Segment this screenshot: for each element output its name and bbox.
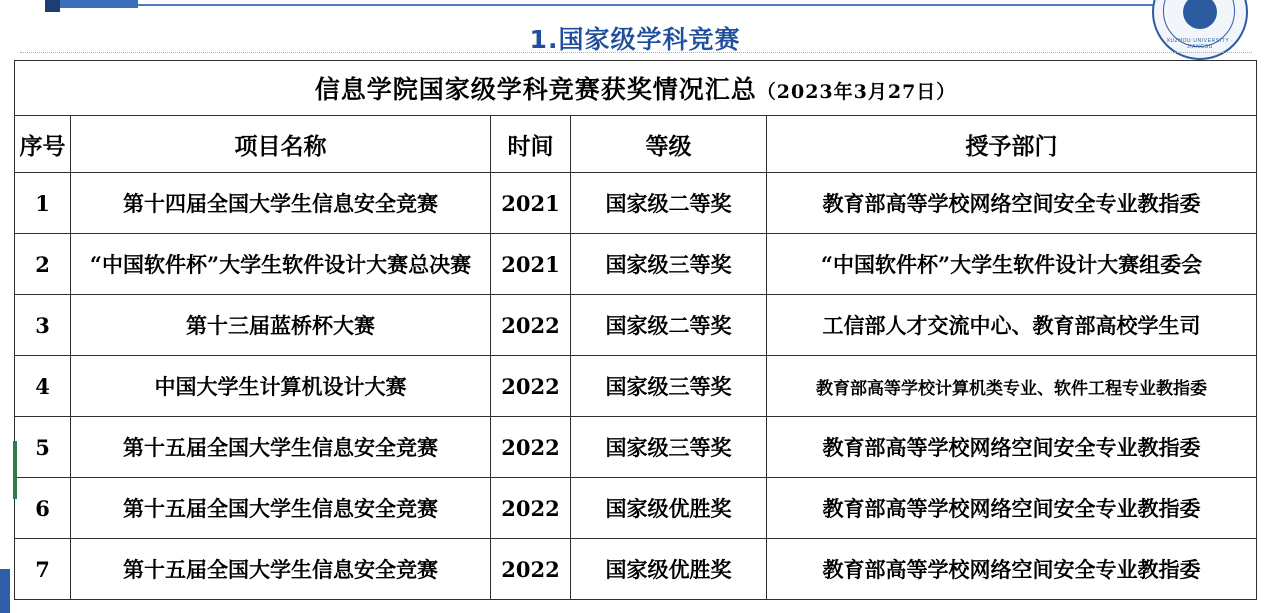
- cell-no: 1: [15, 173, 71, 234]
- cell-name: 第十五届全国大学生信息安全竞赛: [71, 417, 491, 478]
- band-segment-dark: [45, 0, 60, 12]
- cell-no: 2: [15, 234, 71, 295]
- cell-dept: 教育部高等学校网络空间安全专业教指委: [767, 173, 1257, 234]
- cell-time: 2022: [491, 295, 571, 356]
- cell-level: 国家级二等奖: [571, 295, 767, 356]
- left-edge-accent: [0, 569, 10, 613]
- cell-dept: “中国软件杯”大学生软件设计大赛组委会: [767, 234, 1257, 295]
- table-row: [15, 173, 1257, 234]
- table-row: [15, 539, 1257, 600]
- table-title-text: 信息学院国家级学科竞赛获奖情况汇总: [314, 75, 757, 104]
- table-header-row: [15, 116, 1257, 173]
- cell-level: 国家级优胜奖: [571, 539, 767, 600]
- table-title-date: （2023年3月27日）: [756, 81, 957, 103]
- table-row: [15, 234, 1257, 295]
- table-row: [15, 356, 1257, 417]
- cell-level: 国家级二等奖: [571, 173, 767, 234]
- cell-time: 2022: [491, 417, 571, 478]
- cell-time: 2021: [491, 173, 571, 234]
- page-title: 1.国家级学科竞赛: [529, 25, 741, 54]
- cell-no: 7: [15, 539, 71, 600]
- cell-level: 国家级三等奖: [571, 417, 767, 478]
- table-row: [15, 478, 1257, 539]
- cell-time: 2021: [491, 234, 571, 295]
- cell-no: 3: [15, 295, 71, 356]
- award-table-body: [15, 61, 1257, 600]
- cell-level: 国家级三等奖: [571, 234, 767, 295]
- table-row: [15, 417, 1257, 478]
- cell-name: 中国大学生计算机设计大赛: [71, 356, 491, 417]
- top-decoration-band: [0, 0, 1270, 12]
- column-header-no: 序号: [15, 116, 71, 173]
- seal-label: XUZHOU UNIVERSITY · JIANGSU: [1166, 38, 1234, 50]
- cell-time: 2022: [491, 478, 571, 539]
- cell-name: 第十三届蓝桥杯大赛: [71, 295, 491, 356]
- cell-name: “中国软件杯”大学生软件设计大赛总决赛: [71, 234, 491, 295]
- cell-no: 6: [15, 478, 71, 539]
- band-segment-blue: [60, 0, 138, 8]
- cell-name: 第十四届全国大学生信息安全竞赛: [71, 173, 491, 234]
- cell-level: 国家级优胜奖: [571, 478, 767, 539]
- table-title-cell: [15, 61, 1257, 116]
- column-header-dept: 授予部门: [767, 116, 1257, 173]
- row-selection-marker: [13, 441, 17, 499]
- cell-name: 第十五届全国大学生信息安全竞赛: [71, 478, 491, 539]
- cell-time: 2022: [491, 356, 571, 417]
- cell-no: 5: [15, 417, 71, 478]
- column-header-name: 项目名称: [71, 116, 491, 173]
- award-table-container: [14, 60, 1256, 600]
- cell-dept: 教育部高等学校网络空间安全专业教指委: [767, 417, 1257, 478]
- column-header-time: 时间: [491, 116, 571, 173]
- table-title-row: [15, 61, 1257, 116]
- band-rule: [138, 4, 1243, 6]
- column-header-level: 等级: [571, 116, 767, 173]
- cell-time: 2022: [491, 539, 571, 600]
- cell-dept: 教育部高等学校网络空间安全专业教指委: [767, 478, 1257, 539]
- cell-dept: 教育部高等学校计算机类专业、软件工程专业教指委: [767, 356, 1257, 417]
- cell-level: 国家级三等奖: [571, 356, 767, 417]
- cell-name: 第十五届全国大学生信息安全竞赛: [71, 539, 491, 600]
- award-table: [14, 60, 1257, 600]
- cell-no: 4: [15, 356, 71, 417]
- cell-dept: 教育部高等学校网络空间安全专业教指委: [767, 539, 1257, 600]
- table-row: [15, 295, 1257, 356]
- cell-dept: 工信部人才交流中心、教育部高校学生司: [767, 295, 1257, 356]
